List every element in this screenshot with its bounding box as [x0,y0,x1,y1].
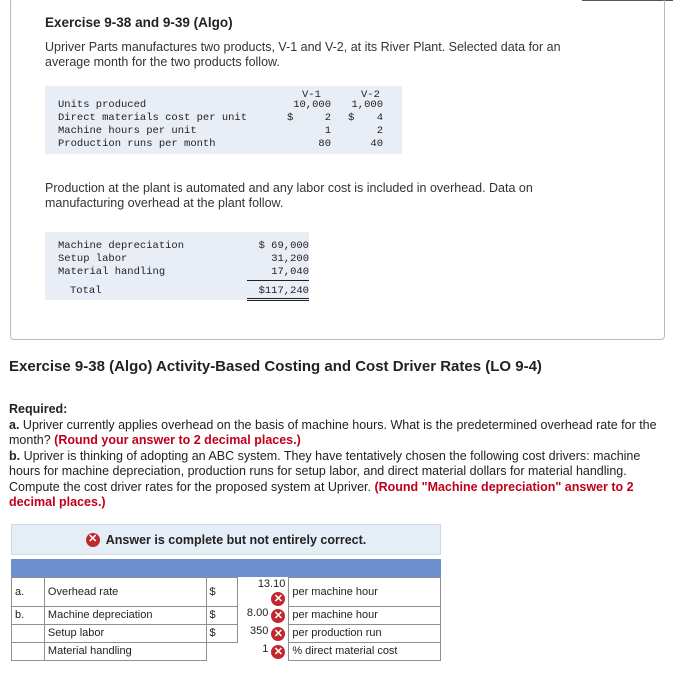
unit-label: per machine hour [289,578,441,607]
overhead-intro-text: Production at the plant is automated and any labor cost is included in overhead. Data on manufacturing overhead at the plant follow. [45,181,533,210]
row-label-materials: Direct materials cost per unit [58,112,248,124]
part-cell [12,642,45,660]
required-section [9,402,669,511]
total-double-rule-1 [247,298,309,299]
x-circle-icon: ✕ [86,533,100,547]
unit-label: per machine hour [289,606,441,624]
part-cell: a. [12,578,45,607]
part-cell [12,624,45,642]
row-label-machine-hours: Machine hours per unit [58,125,197,137]
exercise-title: Exercise 9-38 and 9-39 (Algo) [45,15,233,30]
v2-runs: 40 [370,138,383,150]
required-label: Required: [9,402,68,416]
incorrect-icon: ✕ [271,645,285,659]
dollar-sign: $ [206,578,238,607]
dollar-sign [206,642,238,660]
answer-input-setup-labor[interactable]: 350 ✕ [238,624,289,642]
table-row [12,606,441,624]
overhead-data-table [45,232,309,300]
answer-label: Material handling [44,642,206,660]
total-double-rule-2 [247,300,309,301]
v2-units: 1,000 [351,99,383,111]
answer-input-machine-depreciation[interactable]: 8.00 ✕ [238,606,289,624]
dollar-sign: $ [206,624,238,642]
overhead-value-setup: 31,200 [271,253,309,265]
unit-label: per production run [289,624,441,642]
overhead-total-label: Total [70,285,102,297]
part-a-note: (Round your answer to 2 decimal places.) [54,433,301,447]
answer-label: Machine depreciation [44,606,206,624]
header-v1: V-1 [302,89,321,101]
answer-label: Overhead rate [44,578,206,607]
table-row [12,578,441,607]
row-label-units: Units produced [58,99,147,111]
answer-status-banner [11,524,441,555]
overhead-total-value: $117,240 [258,285,309,297]
v1-runs: 80 [318,138,331,150]
intro-text: Upriver Parts manufactures two products, V-1 and V-2, at its River Plant. Selected data for an average month for the two products follow. [45,40,561,69]
answer-input-material-handling[interactable]: 1 ✕ [238,642,289,660]
required-part-a: a. Upriver currently applies overhead on the basis of machine hours. What is the predetermined overhead rate for the month? (Round your answer to 2 decimal places.) [9,417,657,447]
answer-table-header [11,559,441,577]
part-cell: b. [12,606,45,624]
overhead-label-depreciation: Machine depreciation [58,240,185,252]
table-row [12,624,441,642]
incorrect-icon: ✕ [271,627,285,641]
overhead-label-setup: Setup labor [58,253,128,265]
v2-machine-hours: 2 [376,125,383,137]
overhead-value-handling: 17,040 [271,266,309,278]
v2-materials: 4 [376,112,383,124]
answer-label: Setup labor [44,624,206,642]
incorrect-icon: ✕ [271,592,285,606]
header-v2: V-2 [361,89,380,101]
v2-dollar: $ [348,112,355,124]
subtotal-rule [247,280,309,281]
answer-status-text: Answer is complete but not entirely correct. [105,532,367,547]
products-data-table [45,86,402,154]
exercise-heading: Exercise 9-38 (Algo) Activity-Based Costing and Cost Driver Rates (LO 9-4) [9,358,542,375]
answer-input-overhead-rate[interactable]: 13.10✕ [257,577,286,605]
part-b-note: (Round "Machine depreciation" answer to 2 decimal places.) [9,479,634,509]
v1-machine-hours: 1 [324,125,331,137]
dollar-sign: $ [206,606,238,624]
unit-label: % direct material cost [289,642,441,660]
v1-dollar: $ [287,112,294,124]
table-row [12,642,441,660]
overhead-value-depreciation: $ 69,000 [258,240,309,252]
v1-units: 10,000 [293,99,331,111]
row-label-runs: Production runs per month [58,138,216,150]
required-part-b: b. Upriver is thinking of adopting an ABC system. They have tentatively chosen the following cost drivers: machine hours for machine depreciation, production runs for setup labor, and direct material dollars for material handling. Compute the cost driver rates for the proposed system at Upriver. (Round "Machine depreciation" answer to 2 decimal places.) [9,448,641,509]
overhead-label-handling: Material handling [58,266,166,278]
incorrect-icon: ✕ [271,609,285,623]
v1-materials: 2 [324,112,331,124]
answer-table [11,577,441,661]
